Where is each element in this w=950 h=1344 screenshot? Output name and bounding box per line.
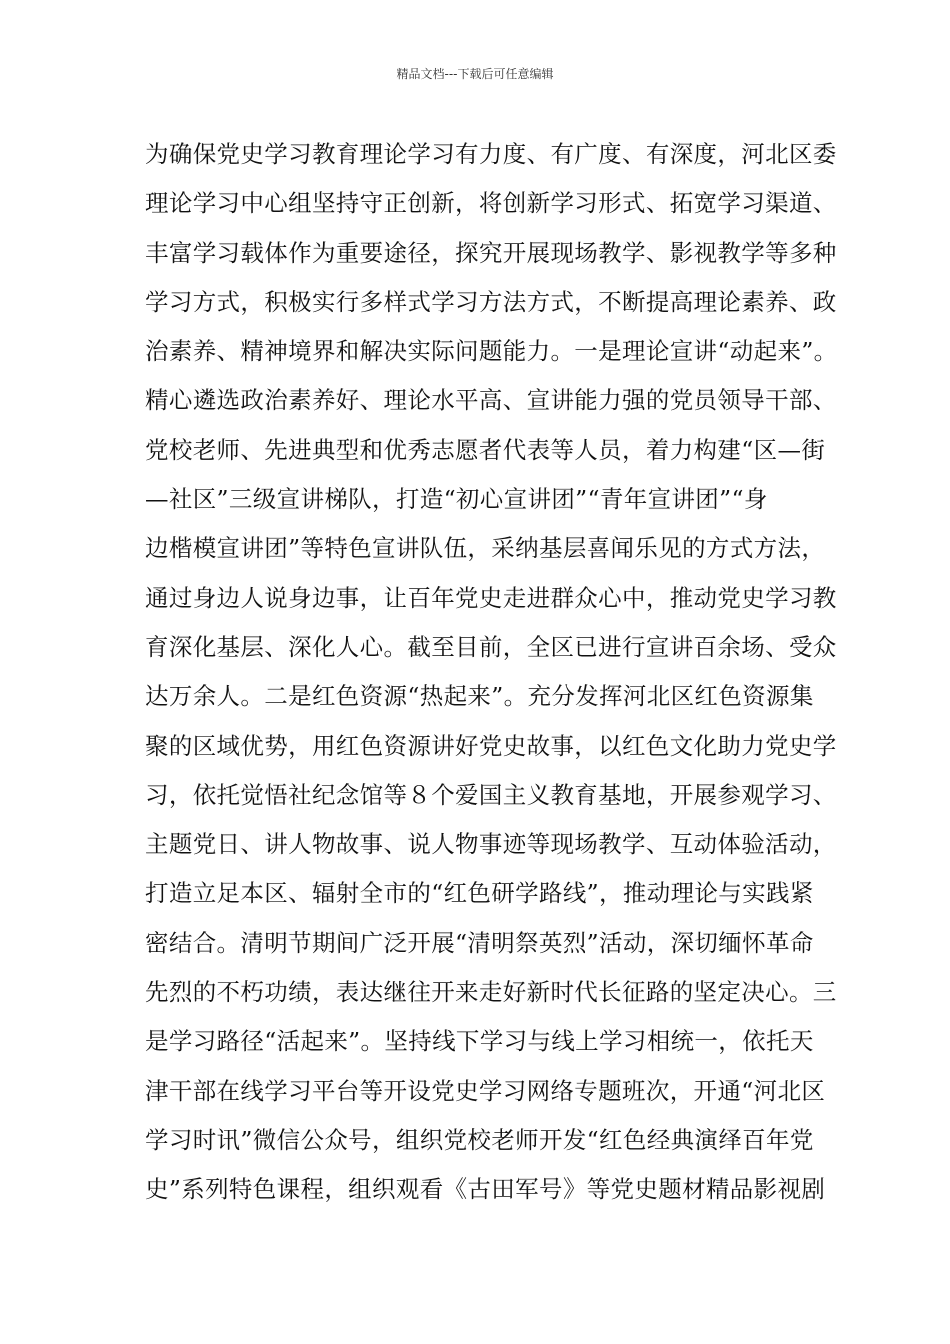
text-line: 治素养、精神境界和解决实际问题能力。一是理论宣讲“动起来”。 xyxy=(145,337,838,366)
text-line: 育深化基层、深化人心。截至目前，全区已进行宣讲百余场、受众 xyxy=(145,632,837,661)
text-line: 津干部在线学习平台等开设党史学习网络专题班次，开通“河北区 xyxy=(145,1076,826,1105)
text-line: 主题党日、讲人物故事、说人物事迹等现场教学、互动体验活动， xyxy=(145,830,837,859)
body-text xyxy=(145,130,838,1215)
text-line: 党校老师、先进典型和优秀志愿者代表等人员，着力构建“区—街 xyxy=(145,435,826,464)
page-header: 精品文档---下载后可任意编辑 xyxy=(396,67,554,81)
text-line: 聚的区域优势，用红色资源讲好党史故事，以红色文化助力党史学 xyxy=(145,731,837,760)
text-line: 学习时讯”微信公众号，组织党校老师开发“红色经典演绎百年党 xyxy=(145,1125,814,1154)
text-line: 学习方式，积极实行多样式学习方法方式，不断提高理论素养、政 xyxy=(145,287,837,316)
text-line: 密结合。清明节期间广泛开展“清明祭英烈”活动，深切缅怀革命 xyxy=(145,928,814,957)
text-line: 先烈的不朽功绩，表达继往开来走好新时代长征路的坚定决心。三 xyxy=(145,978,837,1007)
text-line: 丰富学习载体作为重要途径，探究开展现场教学、影视教学等多种 xyxy=(145,238,837,267)
text-line: 打造立足本区、辐射全市的“红色研学路线”，推动理论与实践紧 xyxy=(145,879,814,908)
text-line: 精心遴选政治素养好、理论水平高、宣讲能力强的党员领导干部、 xyxy=(145,386,837,415)
text-line: 习，依托觉悟社纪念馆等８个爱国主义教育基地，开展参观学习、 xyxy=(145,780,837,809)
text-line: 理论学习中心组坚持守正创新，将创新学习形式、拓宽学习渠道、 xyxy=(145,189,837,218)
text-line: 为确保党史学习教育理论学习有力度、有广度、有深度，河北区委 xyxy=(145,140,837,168)
text-line: 达万余人。二是红色资源“热起来”。充分发挥河北区红色资源集 xyxy=(145,682,814,711)
text-line: 通过身边人说身边事，让百年党史走进群众心中，推动党史学习教 xyxy=(145,583,837,612)
text-line: 边楷模宣讲团”等特色宣讲队伍，采纳基层喜闻乐见的方式方法， xyxy=(145,534,826,563)
text-line: —社区”三级宣讲梯队，打造“初心宣讲团”“青年宣讲团”“身 xyxy=(145,485,768,514)
text-line: 史”系列特色课程，组织观看《古田军号》等党史题材精品影视剧 xyxy=(145,1175,826,1204)
text-line: 是学习路径“活起来”。坚持线下学习与线上学习相统一，依托天 xyxy=(145,1027,814,1056)
